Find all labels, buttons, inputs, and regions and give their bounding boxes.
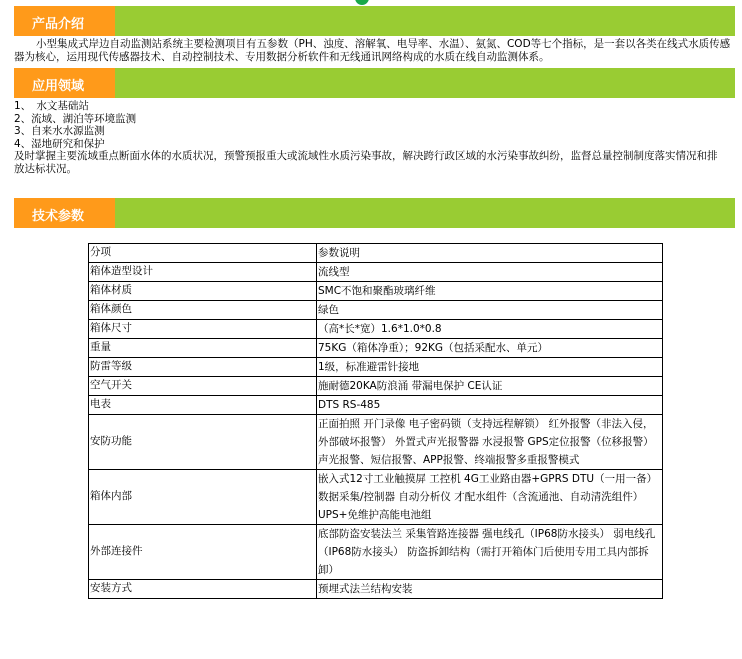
spec-key-cell: 安防功能 — [89, 415, 317, 470]
spec-value-cell: 嵌入式12寸工业触摸屏 工控机 4G工业路由器+GPRS DTU（一用一备） 数据采集/控制器 自动分析仪 才配水组件（含流通池、自动清洗组件） UPS+免维护高能电池组 — [317, 470, 663, 525]
table-row — [89, 470, 663, 525]
spec-value-cell: 预埋式法兰结构安装 — [317, 580, 663, 599]
spec-key-cell: 安装方式 — [89, 580, 317, 599]
spec-value-cell: DTS RS-485 — [317, 396, 663, 415]
spec-value-cell: （高*长*宽）1.6*1.0*0.8 — [317, 320, 663, 339]
section-header-intro — [14, 6, 735, 36]
table-row — [89, 396, 663, 415]
spec-value-cell: 施耐德20KA防浪涌 带漏电保护 CE认证 — [317, 377, 663, 396]
table-row — [89, 320, 663, 339]
application-paragraph: 及时掌握主要流域重点断面水体的水质状况，预警预报重大或流域性水质污染事故，解决跨行政区域的水污染事故纠纷，监督总量控制制度落实情况和排放达标状况。 — [14, 150, 718, 175]
spec-value-cell: 绿色 — [317, 301, 663, 320]
spec-value-cell: 1级，标准避雷针接地 — [317, 358, 663, 377]
table-row — [89, 415, 663, 470]
table-row — [89, 339, 663, 358]
application-list-item: 3、自来水水源监测 — [14, 125, 105, 137]
spec-key-cell: 电表 — [89, 396, 317, 415]
spec-key-cell: 箱体材质 — [89, 282, 317, 301]
table-row — [89, 244, 663, 263]
spec-key-cell: 防雷等级 — [89, 358, 317, 377]
spec-key-cell: 外部连接件 — [89, 525, 317, 580]
application-list-item: 2、流域、湖泊等环境监测 — [14, 112, 137, 125]
spec-value-cell: 正面拍照 开门录像 电子密码锁（支持远程解锁） 红外报警（非法入侵，外部破坏报警） 外置式声光报警器 水浸报警 GPS定位报警（位移报警） 声光报警、短信报警、APP报警、终端报警多重报警模式 — [317, 415, 663, 470]
spec-value-cell: SMC不饱和聚酯玻璃纤维 — [317, 282, 663, 301]
spec-table — [88, 243, 663, 599]
top-decoration-circle — [355, 0, 369, 5]
spec-key-cell: 箱体造型设计 — [89, 263, 317, 282]
table-row — [89, 377, 663, 396]
spec-value-cell: 底部防盗安装法兰 采集管路连接器 强电线孔（IP68防水接头） 弱电线孔（IP68防水接头） 防盗拆卸结构（需打开箱体门后使用专用工具内部拆卸） — [317, 525, 663, 580]
table-row — [89, 282, 663, 301]
section-title-specs: 技术参数 — [32, 209, 85, 224]
intro-paragraph: 小型集成式岸边自动监测站系统主要检测项目有五参数（PH、浊度、溶解氧、电导率、水温）、氨氮、COD等七个指标，是一套以各类在线式水质传感器为核心，运用现代传感器技术、自动控制技术、专用数据分析软件和无线通讯网络构成的水质在线自动监测体系。 — [14, 38, 731, 63]
application-list-item: 1、 水文基础站 — [14, 100, 89, 112]
application-list-item: 4、湿地研究和保护 — [14, 137, 105, 150]
section-header-specs — [14, 198, 735, 228]
spec-key-cell: 箱体颜色 — [89, 301, 317, 320]
spec-key-cell: 箱体尺寸 — [89, 320, 317, 339]
table-row — [89, 580, 663, 599]
application-text-block — [14, 100, 734, 175]
table-row — [89, 301, 663, 320]
table-row — [89, 263, 663, 282]
section-title-application: 应用领域 — [32, 79, 85, 94]
table-row — [89, 525, 663, 580]
section-title-intro: 产品介绍 — [32, 17, 85, 32]
spec-key-cell: 空气开关 — [89, 377, 317, 396]
spec-value-cell: 流线型 — [317, 263, 663, 282]
spec-key-cell: 重量 — [89, 339, 317, 358]
spec-key-cell: 箱体内部 — [89, 470, 317, 525]
section-header-application — [14, 68, 735, 98]
spec-value-cell: 75KG（箱体净重）；92KG（包括采配水、单元） — [317, 339, 663, 358]
spec-key-cell: 分项 — [89, 244, 317, 263]
table-row — [89, 358, 663, 377]
intro-text-block — [14, 38, 734, 63]
spec-value-cell: 参数说明 — [317, 244, 663, 263]
